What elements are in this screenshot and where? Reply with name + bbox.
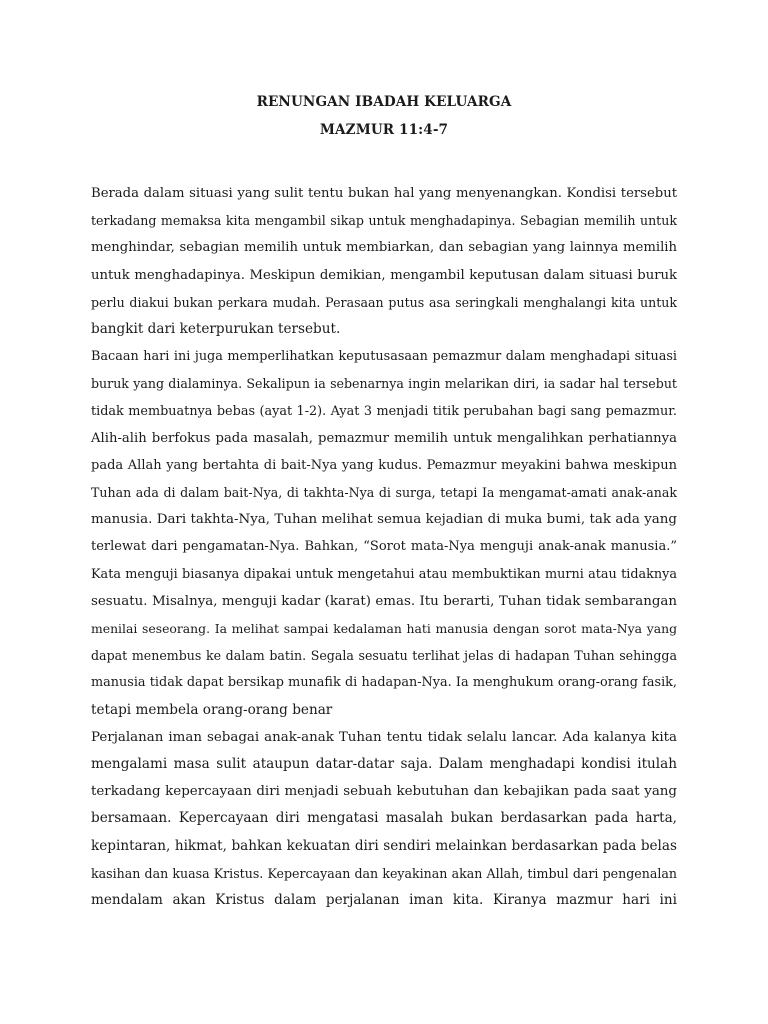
document-body <box>91 180 677 914</box>
text-line: terlewat dari pengamatan-Nya. Bahkan, “Sorot mata-Nya menguji anak-anak manusia.” <box>91 539 677 555</box>
text-line: dapat menembus ke dalam batin. Segala sesuatu terlihat jelas di hadapan Tuhan sehingga <box>91 648 677 664</box>
text-line: kasihan dan kuasa Kristus. Kepercayaan dan keyakinan akan Allah, timbul dari pengenalan <box>91 865 677 881</box>
text-line: buruk yang dialaminya. Sekalipun ia sebenarnya ingin melarikan diri, ia sadar hal tersebut <box>91 376 677 392</box>
text-line: Kata menguji biasanya dipakai untuk mengetahui atau membuktikan murni atau tidaknya <box>91 566 677 582</box>
text-line: mengalami masa sulit ataupun datar-datar saja. Dalam menghadapi kondisi itulah <box>91 755 677 772</box>
text-line: bersamaan. Kepercayaan diri mengatasi masalah bukan berdasarkan pada harta, <box>91 810 677 827</box>
text-line: Tuhan ada di dalam bait-Nya, di takhta-Nya di surga, tetapi Ia mengamat-amati anak-anak <box>91 485 677 501</box>
text-line: Perjalanan iman sebagai anak-anak Tuhan tentu tidak selalu lancar. Ada kalanya kita <box>91 729 677 745</box>
text-line: untuk menghadapinya. Meskipun demikian, mengambil keputusan dalam situasi buruk <box>91 267 677 283</box>
text-line: menghindar, sebagian memilih untuk membiarkan, dan sebagian yang lainnya memilih <box>91 240 677 256</box>
text-line: bangkit dari keterpurukan tersebut. <box>91 320 341 337</box>
text-line: manusia tidak dapat bersikap munafik di hadapan-Nya. Ia menghukum orang-orang fasik, <box>91 675 677 691</box>
text-line: perlu diakui bukan perkara mudah. Perasaan putus asa seringkali menghalangi kita untuk <box>91 294 677 310</box>
text-line: manusia. Dari takhta-Nya, Tuhan melihat semua kejadian di muka bumi, tak ada yang <box>91 512 677 528</box>
text-line: terkadang kepercayaan diri menjadi sebuah kebutuhan dan kebajikan pada saat yang <box>91 784 677 800</box>
text-line: tidak membuatnya bebas (ayat 1-2). Ayat 3 menjadi titik perubahan bagi sang pemazmur. <box>91 403 677 419</box>
text-line: mendalam akan Kristus dalam perjalanan iman kita. Kiranya mazmur hari ini <box>91 891 677 908</box>
text-line: kepintaran, hikmat, bahkan kekuatan diri sendiri melainkan berdasarkan pada belas <box>91 837 677 854</box>
text-line: pada Allah yang bertahta di bait-Nya yang kudus. Pemazmur meyakini bahwa meskipun <box>91 457 677 473</box>
text-line: Bacaan hari ini juga memperlihatkan keputusasaan pemazmur dalam menghadapi situasi <box>91 349 677 365</box>
document-subtitle: MAZMUR 11:4-7 <box>319 122 449 138</box>
text-line: menilai seseorang. Ia melihat sampai kedalaman hati manusia dengan sorot mata-Nya yang <box>91 621 677 636</box>
text-line: terkadang memaksa kita mengambil sikap untuk menghadapinya. Sebagian memilih untuk <box>91 213 677 229</box>
text-line: Alih-alih berfokus pada masalah, pemazmur memilih untuk mengalihkan perhatiannya <box>91 430 677 446</box>
text-line: Berada dalam situasi yang sulit tentu bukan hal yang menyenangkan. Kondisi tersebut <box>91 186 677 201</box>
text-line: tetapi membela orang-orang benar <box>91 701 333 718</box>
text-line: sesuatu. Misalnya, menguji kadar (karat) emas. Itu berarti, Tuhan tidak sembarangan <box>91 593 677 609</box>
document-title: RENUNGAN IBADAH KELUARGA <box>256 94 512 110</box>
